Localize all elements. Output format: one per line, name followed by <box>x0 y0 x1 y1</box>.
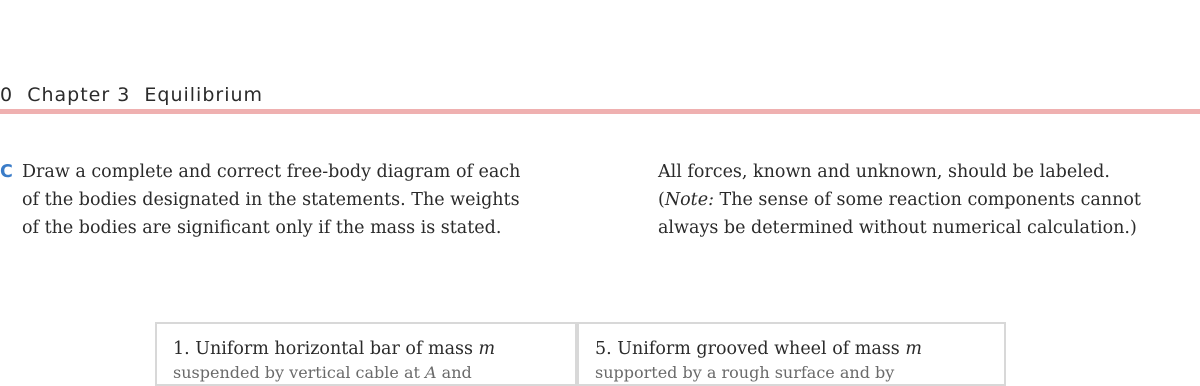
page-header <box>0 80 1200 112</box>
note-label: Note: <box>664 190 714 210</box>
running-head <box>0 84 263 106</box>
mass-variable: m <box>478 339 496 359</box>
instructions-right-column <box>658 158 1193 242</box>
header-rule <box>0 109 1200 114</box>
problem-number: 1. <box>173 339 190 359</box>
problem-1-title: 1. Uniform horizontal bar of mass m <box>173 339 496 359</box>
instruction-line: C Draw a complete and correct free-body diagram of each <box>0 158 570 186</box>
instructions-left-column <box>0 158 570 242</box>
problem-1-panel <box>155 322 577 386</box>
instruction-line: of the bodies designated in the statements. The weights <box>22 190 520 210</box>
instruction-line: All forces, known and unknown, should be labeled. <box>658 162 1110 182</box>
problem-5-title: 5. Uniform grooved wheel of mass m <box>595 339 922 359</box>
problem-number: 5. <box>595 339 612 359</box>
instruction-line: of the bodies are significant only if the mass is stated. <box>22 218 502 238</box>
page-number-fragment: 0 <box>0 84 14 106</box>
problem-5-description: supported by a rough surface and by <box>595 363 895 382</box>
mass-variable: m <box>905 339 922 359</box>
instruction-note-line: (Note: The sense of some reaction components cannot <box>658 190 1141 210</box>
chapter-title: Equilibrium <box>144 84 264 106</box>
problem-5-panel <box>577 322 1006 386</box>
section-marker: C <box>0 162 13 182</box>
instruction-line: always be determined without numerical calculation.) <box>658 218 1137 238</box>
problem-1-description: suspended by vertical cable at A and <box>173 363 472 382</box>
chapter-label: Chapter 3 <box>27 84 131 106</box>
